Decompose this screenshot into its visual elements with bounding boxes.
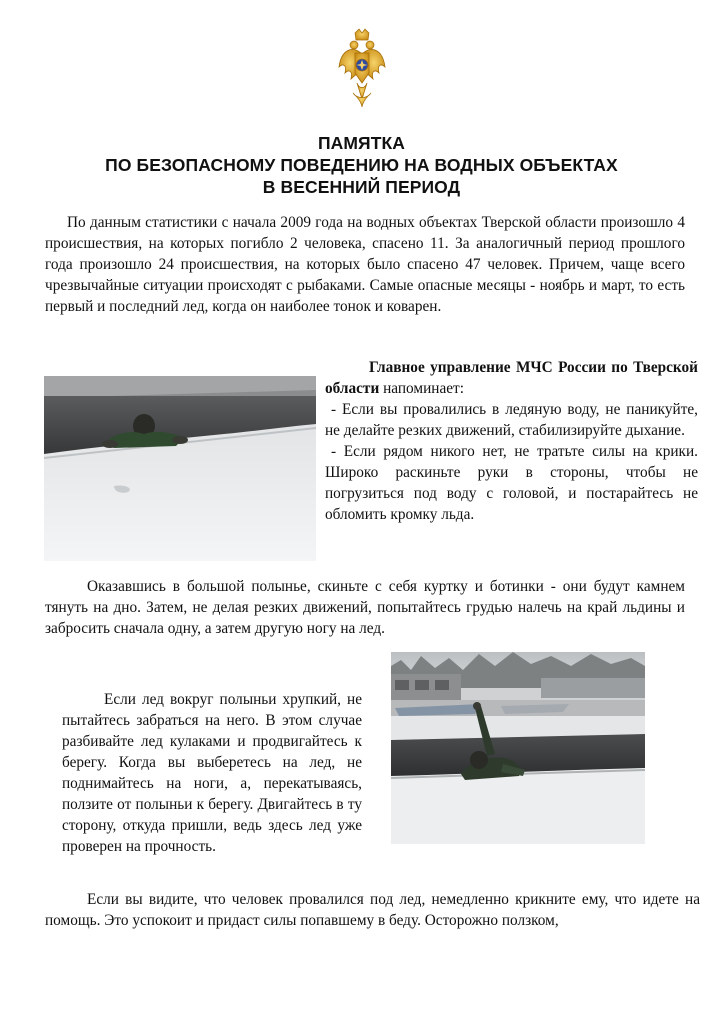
reminder-item-2: - Если рядом никого нет, не тратьте силы на крики. Широко раскиньте руки в стороны, чтобы не погрузиться под воду с головой, и постарайтесь не обломить кромку льда. (325, 443, 698, 523)
reminder-org: Главное управление МЧС России по Тверской области (325, 359, 698, 397)
fragile-ice-paragraph: Если лед вокруг полыньи хрупкий, не пытайтесь забраться на него. В этом случае разбивайте лед кулаками и продвигайтесь к берегу. Когда вы выберетесь на лед, не поднимайтесь на ноги, а, перекатываясь, ползите от полыньи к берегу. Двигайтесь в ту сторону, откуда пришли, ведь здесь лед уже проверен на прочность. (62, 691, 362, 855)
photo-person-in-ice-hole (44, 376, 316, 561)
help-paragraph: Если вы видите, что человек провалился под лед, немедленно крикните ему, что идете на помощь. Это успокоит и придаст силы попавшему в беду. Осторожно ползком, (45, 891, 700, 929)
title-line-1: ПАМЯТКА (317, 133, 406, 153)
reminder-block (325, 357, 698, 525)
title-line-3: В ВЕСЕННИЙ ПЕРИОД (262, 177, 461, 197)
reminder-item-1: - Если вы провалились в ледяную воду, не паникуйте, не делайте резких движений, стабилизируйте дыхание. (325, 401, 698, 439)
mchs-emblem-icon (337, 27, 387, 109)
reminder-verb: напоминает: (379, 380, 464, 397)
page-title (40, 132, 683, 198)
polynya-paragraph: Оказавшись в большой полынье, скиньте с себя куртку и ботинки - они будут камнем тянуть на дно. Затем, не делая резких движений, попытайтесь грудью налечь на край льдины и забросить сначала одну, а затем другую ногу на лед. (45, 578, 685, 637)
photo-person-climbing-out (391, 652, 645, 844)
intro-paragraph: По данным статистики с начала 2009 года на водных объектах Тверской области произошло 4 происшествия, на которых погибло 2 человека, спасено 11. За аналогичный период прошлого года произошло 24 происшествия, на которых было спасено 47 человек. Причем, чаще всего чрезвычайные ситуации происходят с рыбаками. Самые опасные месяцы - ноябрь и март, то есть первый и последний лед, когда он наиболее тонок и коварен. (45, 214, 685, 315)
title-line-2: ПО БЕЗОПАСНОМУ ПОВЕДЕНИЮ НА ВОДНЫХ ОБЪЕКТАХ (105, 155, 618, 175)
